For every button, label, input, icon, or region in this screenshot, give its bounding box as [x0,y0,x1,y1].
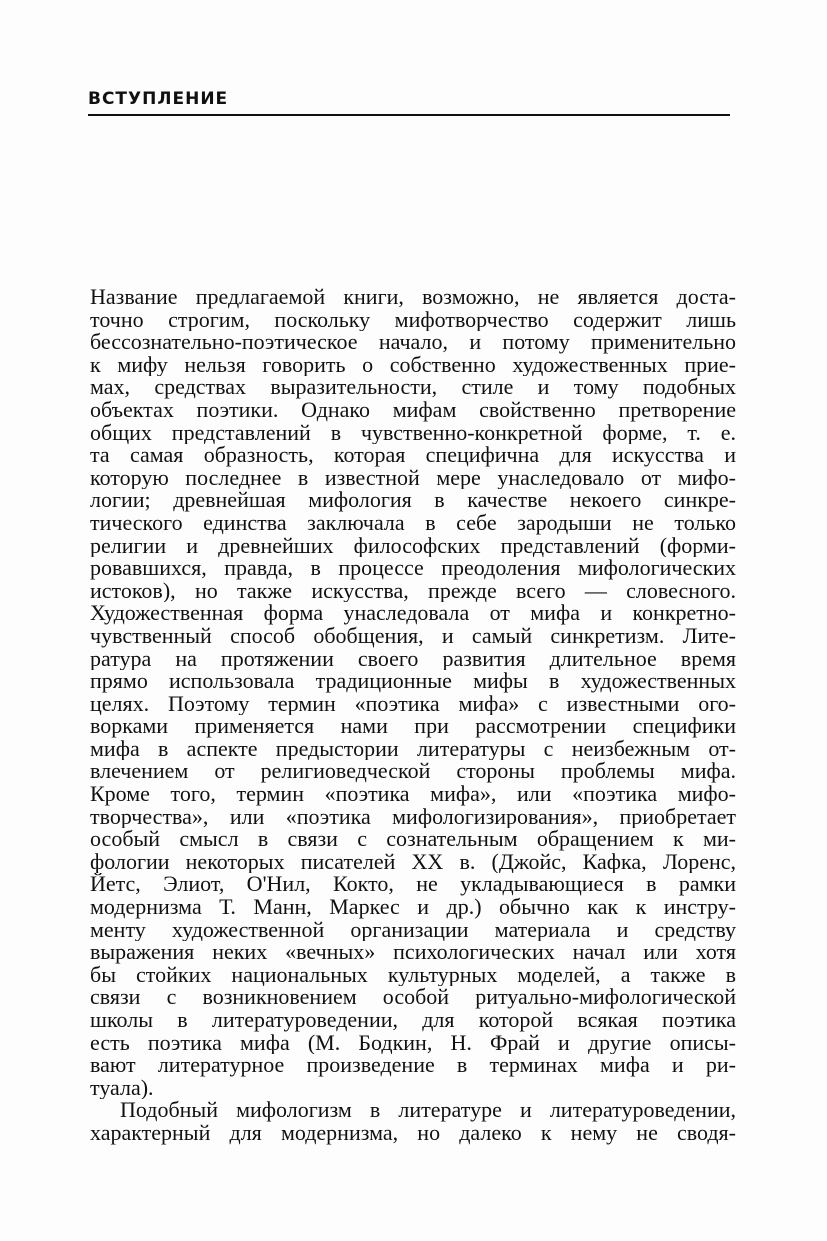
text-line: фологии некоторых писателей XX в. (Джойс, Кафка, Лоренс, [90,850,736,874]
text-line: менту художественной организации материала и средству [90,918,736,942]
text-line: та самая образность, которая специфична для искусства и [90,444,736,467]
text-line: творчества», или «поэтика мифологизирования», приобретает [90,805,736,829]
text-line: тического единства заключала в себе зародыши не только [90,511,736,535]
text-line: Кроме того, термин «поэтика мифа», или «поэтика мифо- [90,783,736,806]
text-line: ворками применяется нами при рассмотрении специфики [90,715,736,738]
text-line: мах, средствах выразительности, стиле и тому подобных [90,376,736,399]
body-text [90,286,736,1145]
text-line: Художественная форма унаследовала от мифа и конкретно- [90,602,736,625]
text-line: объектах поэтики. Однако мифам свойственно претворение [90,398,736,422]
text-line: мифа в аспекте предыстории литературы с неизбежным от- [90,737,736,761]
text-line: истоков), но также искусства, прежде всего — словесного. [90,579,736,603]
text-line: вают литературное произведение в терминах мифа и ри- [90,1054,736,1077]
text-line: чувственный способ обобщения, и самый синкретизм. Лите- [90,624,736,648]
text-line: прямо использовала традиционные мифы в художественных [90,670,736,693]
paragraph-2 [90,1099,736,1144]
text-line: общих представлений в чувственно-конкретной форме, т. е. [90,421,736,445]
text-line: Название предлагаемой книги, возможно, не является доста- [90,286,736,309]
text-line: логии; древнейшая мифология в качестве некоего синкре- [90,489,736,512]
text-line: школы в литературоведении, для которой всякая поэтика [90,1009,736,1032]
text-line: выражения неких «вечных» психологических начал или хотя [90,941,736,964]
text-line: влечением от религиоведческой стороны проблемы мифа. [90,760,736,784]
text-line: к мифу нельзя говорить о собственно художественных прие- [90,353,736,377]
text-line: Подобный мифологизм в литературе и литературоведении, [120,1099,736,1122]
text-line: характерный для модернизма, но далеко к нему не сводя- [90,1121,736,1145]
text-line: связи с возникновением особой ритуально-мифологической [90,986,736,1009]
text-line: религии и древнейших философских представлений (форми- [90,534,736,558]
text-line: ратура на протяжении своего развития длительное время [90,647,736,671]
text-line: ровавшихся, правда, в процессе преодоления мифологических [90,557,736,580]
text-line: бессознательно-поэтическое начало, и потому применительно [90,331,736,354]
text-line: модернизма Т. Манн, Маркес и др.) обычно как к инстру- [90,896,736,919]
text-line: Йетс, Элиот, О'Нил, Кокто, не укладывающиеся в рамки [90,873,736,897]
paragraph-1 [90,286,736,1099]
section-heading: ВСТУПЛЕНИЕ [88,88,730,116]
text-line: есть поэтика мифа (М. Бодкин, Н. Фрай и другие описы- [90,1031,736,1055]
text-line: бы стойких национальных культурных моделей, а также в [90,963,736,987]
text-line: точно строгим, поскольку мифотворчество содержит лишь [90,308,736,332]
text-line: особый смысл в связи с сознательным обращением к ми- [90,828,736,851]
text-line: туала). [90,1076,154,1100]
text-line: которую последнее в известной мере унаследовало от мифо- [90,466,736,490]
text-line: целях. Поэтому термин «поэтика мифа» с известными ого- [90,692,736,716]
